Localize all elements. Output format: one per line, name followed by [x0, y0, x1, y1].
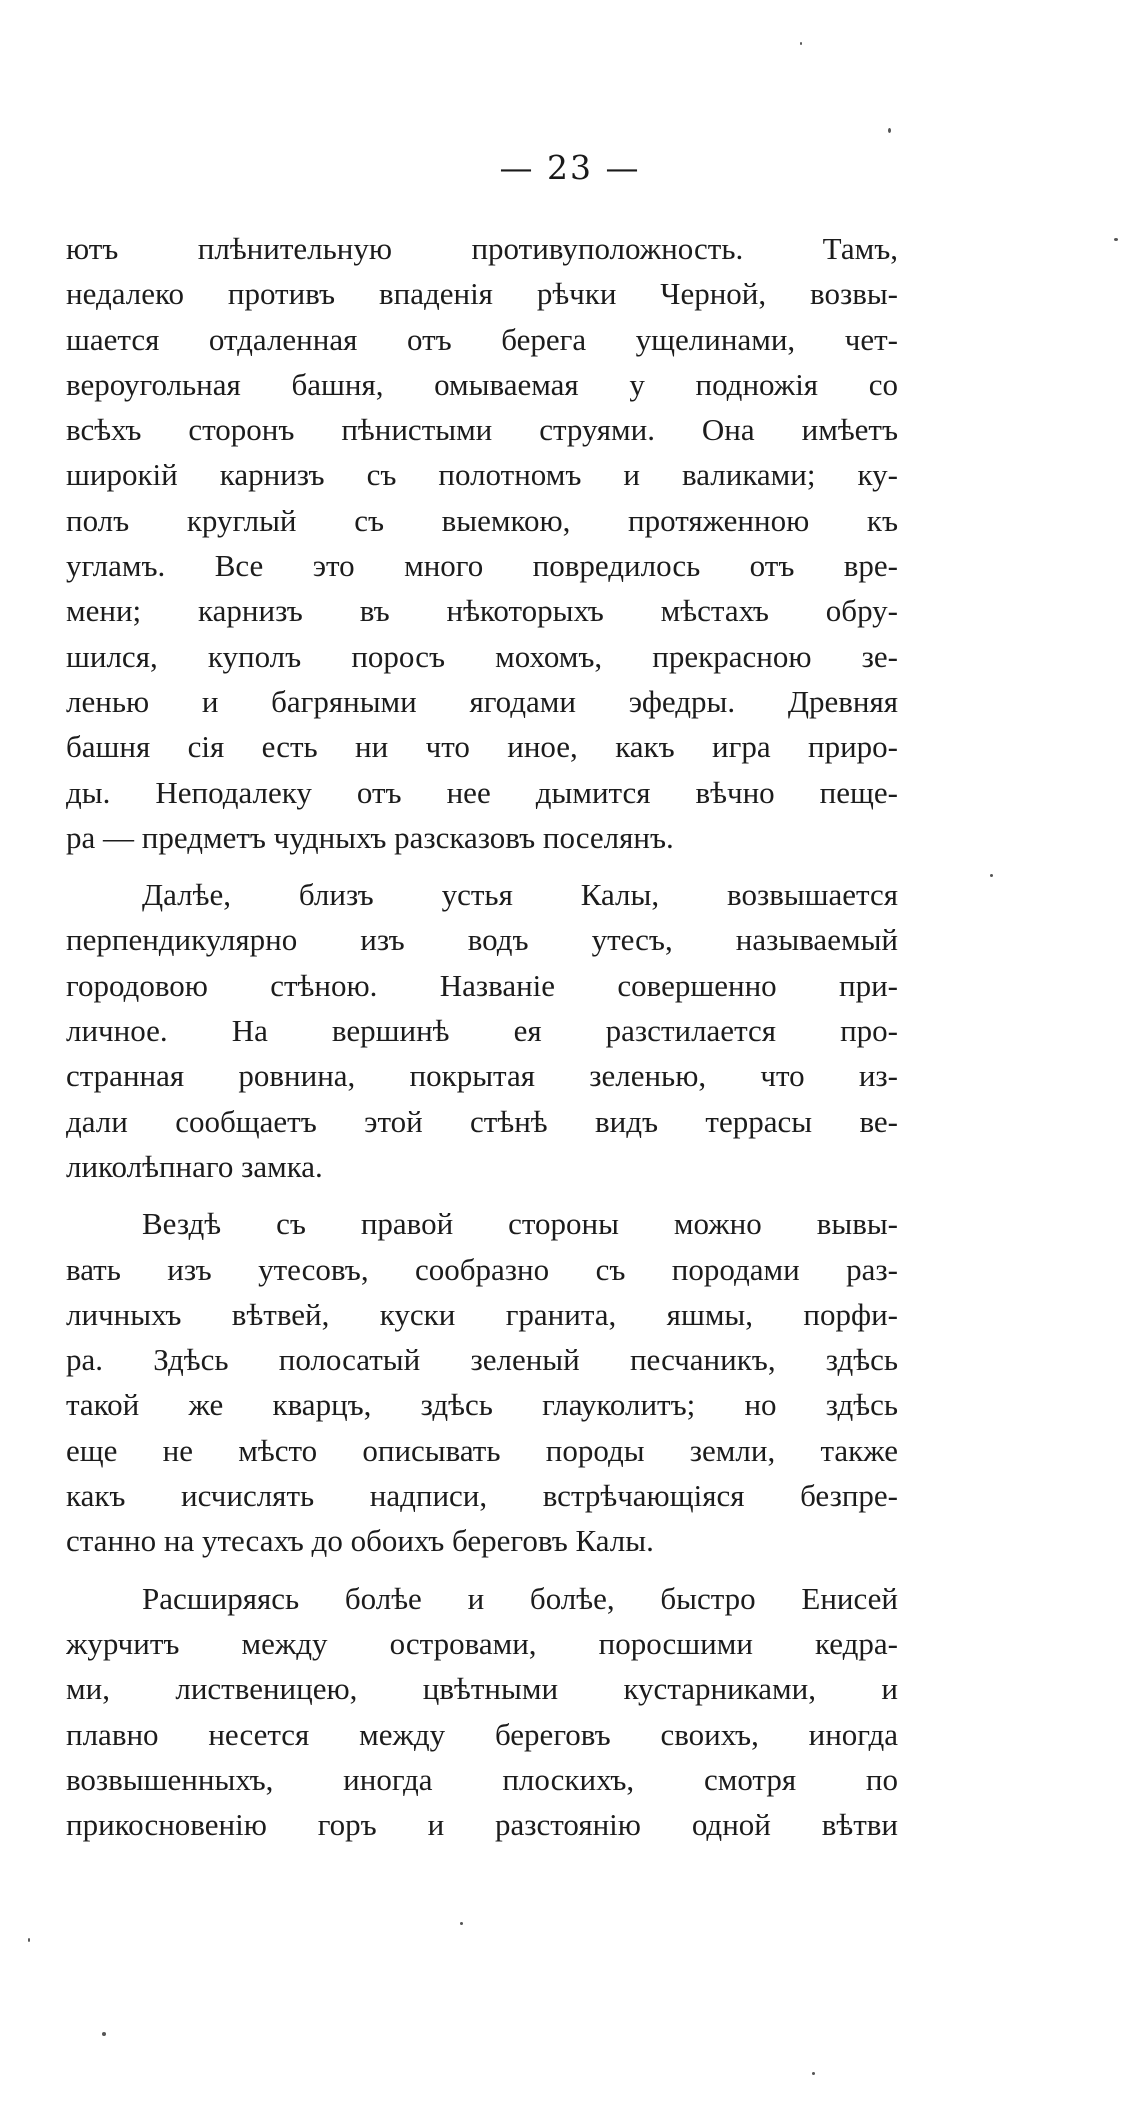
page-number: — 23 — — [499, 148, 641, 187]
text-line: плавно несется между береговъ своихъ, иногда — [66, 1716, 898, 1752]
text-line: личное. На вершинѣ ея разстилается про- — [66, 1013, 898, 1049]
text-line: шился, куполъ поросъ мохомъ, прекрасною зе- — [66, 638, 898, 674]
paragraph-2 — [66, 872, 898, 1189]
body-text — [66, 226, 898, 1847]
text-line: вать изъ утесовъ, сообразно съ породами раз- — [66, 1251, 898, 1287]
text-line: шается отдаленная отъ берега ущелинами, чет- — [66, 321, 898, 357]
text-line: башня сія есть ни что иное, какъ игра приро- — [66, 729, 898, 765]
text-line: ми, лиственицею, цвѣтными кустарниками, и — [66, 1671, 898, 1707]
scan-speck — [990, 874, 993, 877]
scan-speck — [28, 1938, 30, 1942]
text-line: вероугольная башня, омываемая у подножія со — [66, 366, 898, 402]
text-line: городовою стѣною. Названіе совершенно при- — [66, 967, 898, 1003]
text-line: еще не мѣсто описывать породы земли, также — [66, 1432, 898, 1468]
scan-speck — [812, 2072, 815, 2075]
text-line: ютъ плѣнительную противуположность. Тамъ, — [66, 231, 898, 266]
paragraph-1 — [66, 226, 898, 860]
text-line: перпендикулярно изъ водъ утесъ, называемый — [66, 922, 898, 958]
paragraph-4 — [66, 1576, 898, 1848]
scan-speck — [888, 128, 891, 133]
text-line: личныхъ вѣтвей, куски гранита, яшмы, порфи- — [66, 1296, 898, 1332]
scan-speck — [460, 1922, 463, 1925]
text-line: всѣхъ сторонъ пѣнистыми струями. Она имѣетъ — [66, 412, 898, 448]
scan-speck — [800, 42, 802, 45]
scan-speck — [1114, 238, 1118, 241]
text-line: возвышенныхъ, иногда плоскихъ, смотря по — [66, 1761, 898, 1797]
text-line: мени; карнизъ въ нѣкоторыхъ мѣстахъ обру- — [66, 593, 898, 629]
text-line: такой же кварцъ, здѣсь глауколитъ; но здѣсь — [66, 1387, 898, 1423]
text-line: недалеко противъ впаденія рѣчки Черной, возвы- — [66, 276, 898, 312]
text-line: ликолѣпнаго замка. — [66, 1148, 323, 1184]
text-line: Расширяясь болѣе и болѣе, быстро Енисей — [142, 1580, 898, 1616]
scan-speck — [102, 2032, 106, 2036]
text-line: ленью и багряными ягодами эфедры. Древняя — [66, 683, 898, 719]
text-line: прикосновенію горъ и разстоянію одной вѣтви — [66, 1807, 898, 1843]
text-line: ды. Неподалеку отъ нее дымится вѣчно пеще- — [66, 774, 898, 810]
text-line: угламъ. Все это много повредилось отъ вре- — [66, 548, 898, 584]
text-line: Далѣе, близъ устья Калы, возвышается — [142, 877, 898, 913]
text-line: широкій карнизъ съ полотномъ и валиками; ку- — [66, 457, 898, 493]
text-line: дали сообщаетъ этой стѣнѣ видъ террасы ве- — [66, 1103, 898, 1139]
text-line: какъ исчислять надписи, встрѣчающіяся безпре- — [66, 1478, 898, 1514]
text-line: ра. Здѣсь полосатый зеленый песчаникъ, здѣсь — [66, 1342, 898, 1378]
text-line: станно на утесахъ до обоихъ береговъ Калы. — [66, 1523, 654, 1559]
paragraph-3 — [66, 1201, 898, 1563]
text-line: Вездѣ съ правой стороны можно вывы- — [142, 1206, 898, 1242]
text-line: полъ круглый съ выемкою, протяженною къ — [66, 502, 898, 538]
text-line: ра — предметъ чудныхъ разсказовъ поселянъ. — [66, 819, 674, 855]
text-line: странная ровнина, покрытая зеленью, что из- — [66, 1058, 898, 1094]
text-line: журчитъ между островами, поросшими кедра- — [66, 1625, 898, 1661]
